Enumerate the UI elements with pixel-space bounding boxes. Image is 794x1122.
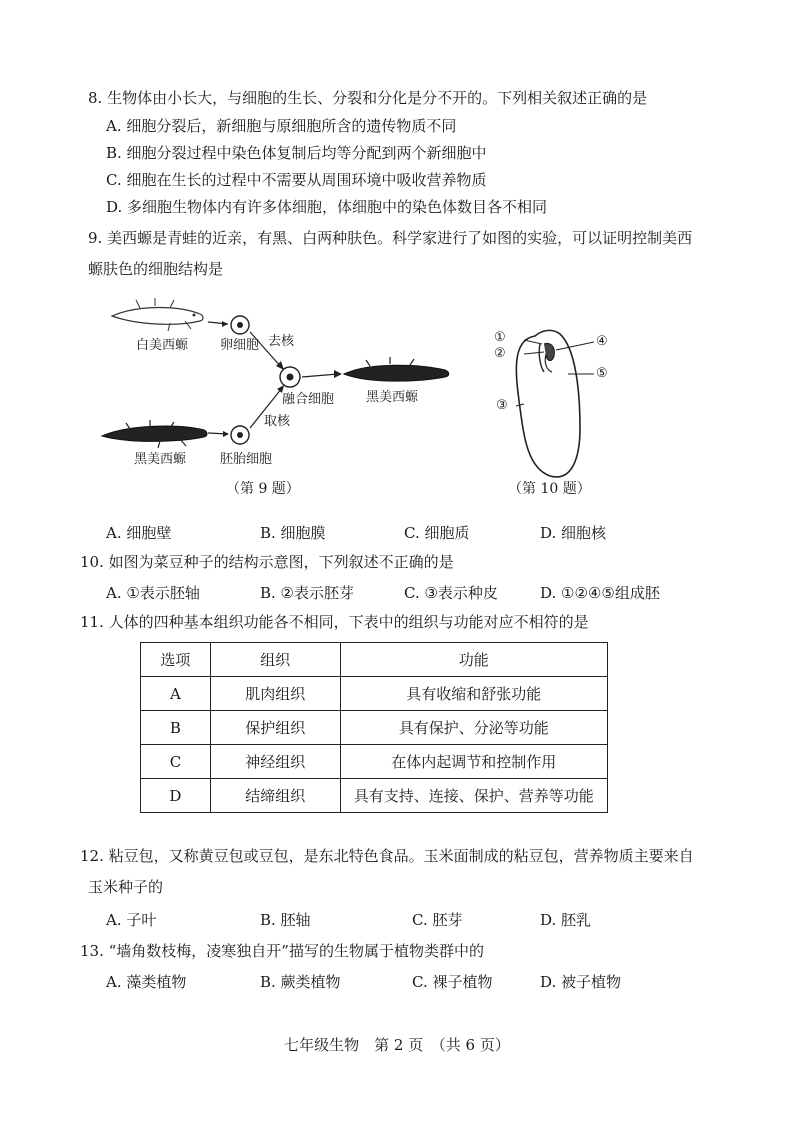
q8-option-a: A. 细胞分裂后，新细胞与原细胞所含的遗传物质不同 bbox=[106, 117, 457, 135]
q10-option-d: D. ①②④⑤组成胚 bbox=[540, 584, 660, 602]
q12-option-d: D. 胚乳 bbox=[540, 911, 592, 929]
table-cell: D bbox=[141, 779, 211, 813]
q13-option-b: B. 蕨类植物 bbox=[260, 973, 341, 991]
q13-option-a: A. 藻类植物 bbox=[106, 973, 187, 991]
embryo-cell-label: 胚胎细胞 bbox=[220, 452, 273, 467]
q9-option-d: D. 细胞核 bbox=[540, 524, 607, 542]
q8-option-c: C. 细胞在生长的过程中不需要从周围环境中吸收营养物质 bbox=[106, 171, 487, 189]
egg-cell-label: 卵细胞 bbox=[220, 338, 260, 353]
black-axolotl-label: 黑美西螈 bbox=[134, 452, 187, 467]
q8-option-b: B. 细胞分裂过程中染色体复制后均等分配到两个新细胞中 bbox=[106, 144, 487, 162]
q9-stem-line2: 螈肤色的细胞结构是 bbox=[88, 260, 224, 278]
q13-option-c: C. 裸子植物 bbox=[412, 973, 493, 991]
table-cell: 具有保护、分泌等功能 bbox=[340, 711, 607, 745]
table-cell: 具有收缩和舒张功能 bbox=[340, 677, 607, 711]
q9-stem-line1: 9. 美西螈是青蛙的近亲，有黑、白两种肤色。科学家进行了如图的实验，可以证明控制美西 bbox=[88, 229, 693, 247]
table-cell: 结缔组织 bbox=[210, 779, 340, 813]
q11-table bbox=[140, 642, 608, 813]
q12-option-b: B. 胚轴 bbox=[260, 911, 311, 929]
white-axolotl-label: 白美西螈 bbox=[136, 338, 189, 353]
q9-option-b: B. 细胞膜 bbox=[260, 524, 326, 542]
table-cell: 保护组织 bbox=[210, 711, 340, 745]
table-header-function: 功能 bbox=[340, 643, 607, 677]
q13-stem: 13. “墙角数枝梅，凌寒独自开”描写的生物属于植物类群中的 bbox=[80, 942, 484, 960]
table-row bbox=[141, 779, 608, 813]
q11-stem: 11. 人体的四种基本组织功能各不相同，下表中的组织与功能对应不相符的是 bbox=[80, 613, 589, 631]
black-axolotl-result-drawing bbox=[344, 357, 449, 381]
table-header-option: 选项 bbox=[141, 643, 211, 677]
q8-stem: 8. 生物体由小长大，与细胞的生长、分裂和分化是分不开的。下列相关叙述正确的是 bbox=[88, 89, 648, 107]
take-nucleus-label: 取核 bbox=[264, 414, 291, 429]
q12-stem-line1: 12. 粘豆包，又称黄豆包或豆包，是东北特色食品。玉米面制成的粘豆包，营养物质主要来自 bbox=[80, 847, 694, 865]
seed-part-5-label: ⑤ bbox=[596, 366, 608, 381]
q10-option-b: B. ②表示胚芽 bbox=[260, 584, 355, 602]
table-cell: 在体内起调节和控制作用 bbox=[340, 745, 607, 779]
q10-figure-caption: （第 10 题） bbox=[508, 481, 591, 497]
q10-figure bbox=[480, 318, 640, 498]
table-header-tissue: 组织 bbox=[210, 643, 340, 677]
table-header-row bbox=[141, 643, 608, 677]
seed-part-4-label: ④ bbox=[596, 334, 608, 349]
q13-option-d: D. 被子植物 bbox=[540, 973, 622, 991]
q9-figure bbox=[100, 296, 480, 496]
seed-part-3-label: ③ bbox=[496, 398, 508, 413]
q12-stem-line2: 玉米种子的 bbox=[88, 878, 164, 896]
q12-option-a: A. 子叶 bbox=[106, 911, 157, 929]
black-axolotl-drawing bbox=[102, 420, 207, 448]
q9-option-c: C. 细胞质 bbox=[404, 524, 470, 542]
fused-cell-label: 融合细胞 bbox=[282, 392, 335, 407]
table-cell: 肌肉组织 bbox=[210, 677, 340, 711]
seed-part-1-label: ① bbox=[494, 330, 506, 345]
table-row bbox=[141, 677, 608, 711]
q9-option-a: A. 细胞壁 bbox=[106, 524, 172, 542]
table-row bbox=[141, 711, 608, 745]
q10-option-a: A. ①表示胚轴 bbox=[106, 584, 200, 602]
table-cell: C bbox=[141, 745, 211, 779]
table-cell: 具有支持、连接、保护、营养等功能 bbox=[340, 779, 607, 813]
remove-nucleus-label: 去核 bbox=[268, 334, 295, 349]
q9-figure-caption: （第 9 题） bbox=[226, 481, 300, 497]
table-cell: 神经组织 bbox=[210, 745, 340, 779]
q10-stem: 10. 如图为菜豆种子的结构示意图，下列叙述不正确的是 bbox=[80, 553, 454, 571]
q12-option-c: C. 胚芽 bbox=[412, 911, 463, 929]
table-cell: A bbox=[141, 677, 211, 711]
white-axolotl-drawing bbox=[112, 298, 203, 331]
seed-part-2-label: ② bbox=[494, 346, 506, 361]
black-axolotl-result-label: 黑美西螈 bbox=[366, 390, 419, 405]
table-row bbox=[141, 745, 608, 779]
q8-option-d: D. 多细胞生物体内有许多体细胞，体细胞中的染色体数目各不相同 bbox=[106, 198, 548, 216]
page-footer: 七年级生物 第 2 页 （共 6 页） bbox=[284, 1036, 510, 1054]
table-cell: B bbox=[141, 711, 211, 745]
q10-option-c: C. ③表示种皮 bbox=[404, 584, 498, 602]
